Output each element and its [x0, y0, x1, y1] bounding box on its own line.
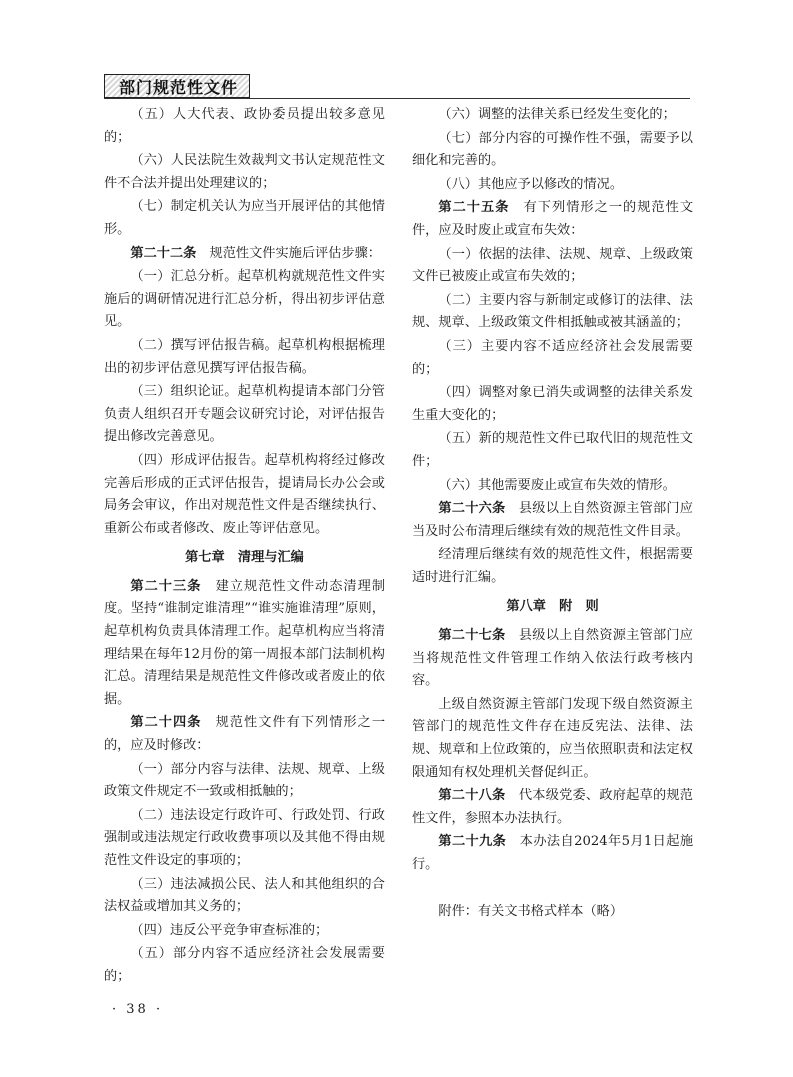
paragraph-text: 规范性文件有下列情形之一的，应及时修改： [104, 715, 386, 754]
article-number: 第二十八条 [438, 788, 506, 804]
paragraph-text: （二）违法设定行政许可、行政处罚、行政强制或违法规定行政收费事项以及其他不得由规范性文件设定的事项的； [104, 807, 385, 868]
paragraph [104, 266, 385, 334]
article-number: 第二十九条 [438, 834, 507, 850]
paragraph [104, 759, 385, 804]
paragraph-text: （四）调整对象已消失或调整的法律关系发生重大变化的； [412, 385, 693, 423]
paragraph-text: 建立规范性文件动态清理制度。坚持“谁制定谁清理”“谁实施谁清理”原则，起草机构负责具体清理工作。起草机构应当将清理结果在每年12月份的第一周报本部门法制机构汇总。清理结果是规范性文件修改或者废止的依据。 [104, 578, 386, 707]
paragraph [104, 150, 385, 195]
paragraph [412, 694, 693, 784]
paragraph [104, 805, 385, 873]
paragraph-text: （二）撰写评估报告稿。起草机构根据梳理出的初步评估意见撰写评估报告稿。 [104, 337, 385, 376]
paragraph [104, 874, 385, 919]
paragraph-text: 县级以上自然资源主管部门应当将规范性文件管理工作纳入依法行政考核内容。 [412, 628, 693, 689]
paragraph-text: （一）部分内容与法律、法规、规章、上级政策文件规定不一致或相抵触的； [104, 761, 385, 800]
paragraph [412, 878, 693, 901]
paragraph [104, 381, 385, 449]
paragraph [412, 544, 693, 589]
paragraph-text: （六）人民法院生效裁判文书认定规范性文件不合法并提出处理建议的； [104, 153, 385, 191]
chapter-heading: 第八章 附 则 [506, 599, 599, 615]
paragraph-text: （五）新的规范性文件已取代旧的规范性文件； [412, 431, 693, 469]
paragraph [104, 335, 385, 380]
paragraph [104, 196, 385, 241]
article-number: 第二十五条 [438, 200, 510, 216]
page-number: · 38 · [112, 1002, 164, 1017]
paragraph-text: 代本级党委、政府起草的规范性文件，参照本办法执行。 [412, 788, 693, 826]
paragraph [412, 475, 693, 498]
paragraph-text: （七）制定机关认为应当开展评估的其他情形。 [104, 199, 385, 237]
paragraph-text: （二）主要内容与新制定或修订的法律、法规、规章、上级政策文件相抵触或被其涵盖的； [412, 292, 693, 331]
paragraph [412, 197, 693, 242]
paragraph-text: 本办法自2024年5月1日起施行。 [412, 834, 694, 872]
paragraph [412, 831, 693, 876]
paragraph [412, 104, 693, 127]
article-number: 第二十二条 [130, 245, 197, 261]
paragraph [104, 104, 385, 149]
paragraph-text: （三）主要内容不适应经济社会发展需要的； [412, 338, 693, 377]
paragraph [412, 336, 693, 381]
paragraph [412, 244, 693, 289]
paragraph [412, 625, 693, 693]
paragraph-text: 附件：有关文书格式样本（略） [438, 904, 624, 920]
paragraph [412, 498, 693, 543]
paragraph [104, 576, 385, 712]
paragraph-text: （四）违反公平竞争审查标准的； [130, 922, 329, 938]
article-number: 第二十六条 [438, 501, 506, 517]
paragraph-text: 上级自然资源主管部门发现下级自然资源主管部门的规范性文件存在违反宪法、法律、法规、规章和上位政策的，应当依照职责和法定权限通知有权处理机关督促纠正。 [412, 696, 693, 780]
article-number: 第二十三条 [130, 578, 202, 594]
paragraph-text: （三）违法减损公民、法人和其他组织的合法权益或增加其义务的； [104, 876, 385, 915]
paragraph [104, 943, 385, 988]
article-number: 第二十七条 [438, 628, 506, 644]
paragraph-text: （一）依据的法律、法规、规章、上级政策文件已被废止或宣布失效的； [412, 246, 693, 285]
paragraph-text: 经清理后继续有效的规范性文件，根据需要适时进行汇编。 [412, 547, 693, 585]
paragraph-text: 县级以上自然资源主管部门应当及时公布清理后继续有效的规范性文件目录。 [412, 501, 693, 539]
paragraph [104, 450, 385, 540]
paragraph [412, 428, 693, 473]
paragraph [104, 712, 385, 757]
section-header-tag [104, 74, 250, 98]
paragraph-text: （七）部分内容的可操作性不强，需要予以细化和完善的。 [412, 130, 693, 169]
paragraph [104, 920, 385, 943]
paragraph-text: （六）其他需要废止或宣布失效的情形。 [438, 477, 676, 493]
paragraph-text: 规范性文件实施后评估步骤： [196, 245, 381, 261]
paragraph [412, 290, 693, 335]
paragraph-text: （一）汇总分析。起草机构就规范性文件实施后的调研情况进行汇总分析，得出初步评估意见。 [104, 269, 385, 330]
paragraph [412, 785, 693, 830]
header-divider [104, 98, 690, 99]
right-text-column [412, 103, 693, 924]
paragraph-text: （四）形成评估报告。起草机构将经过修改完善后形成的正式评估报告，提请局长办公会或局务会审议，作出对规范性文件是否继续执行、重新公布或者修改、废止等评估意见。 [104, 452, 385, 536]
paragraph [412, 901, 693, 924]
paragraph [412, 382, 693, 427]
paragraph-text: （八）其他应予以修改的情况。 [438, 176, 624, 192]
paragraph [104, 243, 385, 266]
paragraph-text: （五）部分内容不适应经济社会发展需要的； [104, 946, 385, 984]
left-text-column [104, 103, 385, 989]
paragraph [412, 128, 693, 173]
paragraph-text: 有下列情形之一的规范性文件，应及时废止或宣布失效： [412, 200, 694, 238]
paragraph-text: （三）组织论证。起草机构提请本部门分管负责人组织召开专题会议研究讨论，对评估报告提出修改完善意见。 [104, 384, 385, 445]
section-header-label: 部门规范性文件 [119, 77, 239, 97]
paragraph-text: （六）调整的法律关系已经发生变化的； [438, 107, 676, 122]
paragraph [412, 174, 693, 197]
paragraph-text: （五）人大代表、政协委员提出较多意见的； [104, 107, 385, 145]
chapter-heading: 第七章 清理与汇编 [185, 550, 304, 566]
article-number: 第二十四条 [130, 715, 202, 731]
